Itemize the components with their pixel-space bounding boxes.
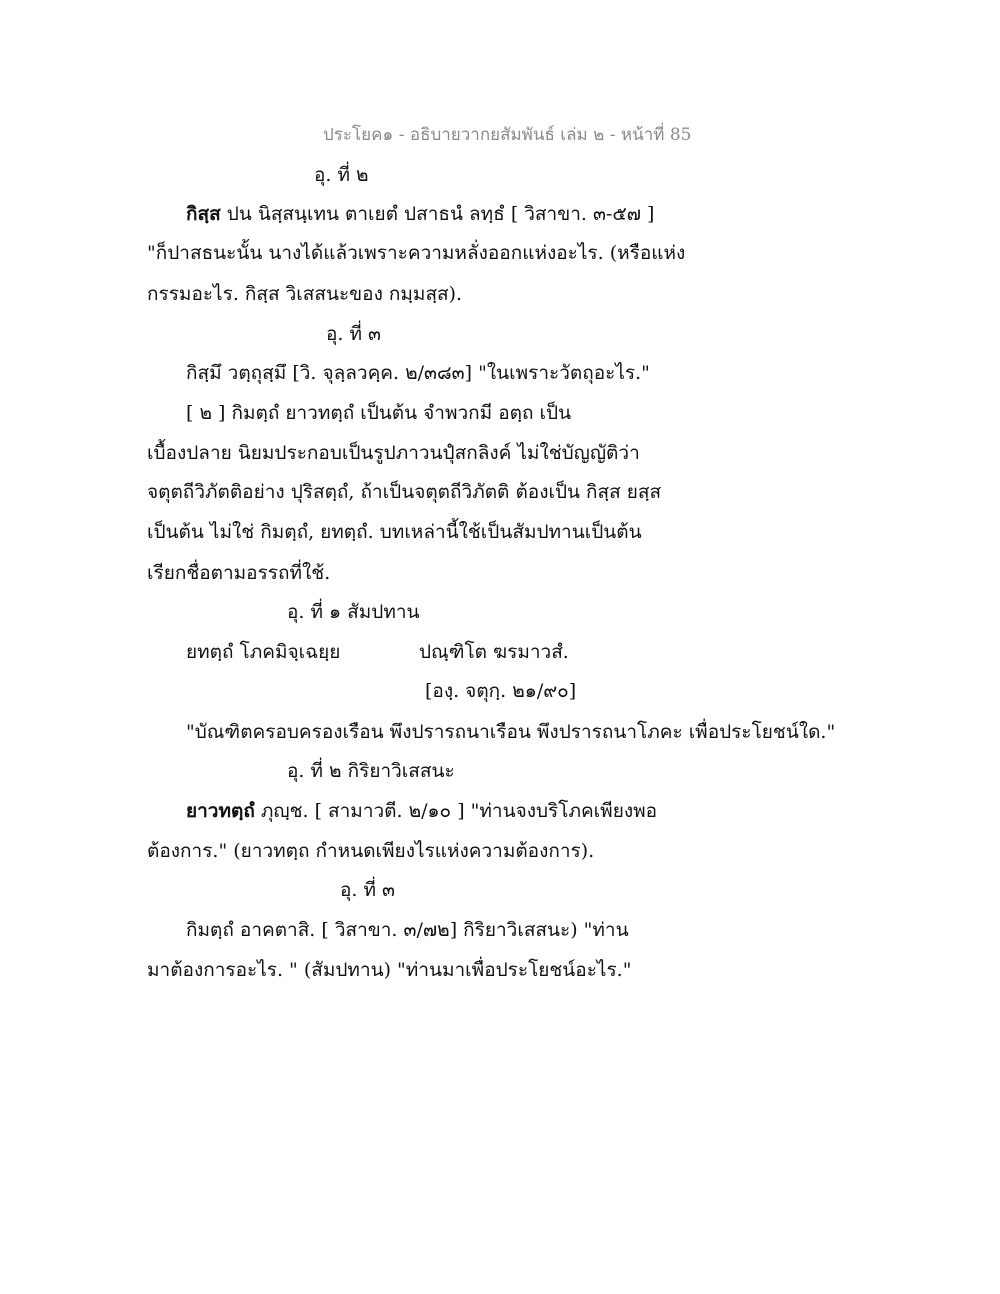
example-heading-3: อุ. ที่ ๓ xyxy=(340,879,396,901)
example-heading-2: อุ. ที่ ๒ xyxy=(314,164,369,186)
example-heading-2-adverb: อุ. ที่ ๒ กิริยาวิเสสนะ xyxy=(287,760,455,782)
paragraph-line: เรียกชื่อตามอรรถที่ใช้. xyxy=(147,562,331,584)
translation-line: มาต้องการอะไร. " (สัมปทาน) "ท่านมาเพื่อประโยชน์อะไร." xyxy=(147,959,632,981)
verse-reference: [องฺ. จตุกฺ. ๒๑/๙๐] xyxy=(425,680,577,702)
example-line xyxy=(186,201,654,227)
paragraph-line: [ ๒ ] กิมตฺถํ ยาวทตฺถํ เป็นต้น จำพวกมี อตฺถ เป็น xyxy=(186,402,572,424)
paragraph-line: จตุตถีวิภัตติอย่าง ปุริสตฺถํ, ถ้าเป็นจตุตถีวิภัตติ ต้องเป็น กิสฺส ยสฺส xyxy=(147,481,662,503)
example-line: กิสฺมึ วตฺถุสฺมึ [วิ. จุลฺลวคฺค. ๒/๓๘๓] "ในเพราะวัตถุอะไร." xyxy=(186,362,650,384)
example-line: กิมตฺถํ อาคตาสิ. [ วิสาขา. ๓/๗๒] กิริยาวิเสสนะ) "ท่าน xyxy=(186,919,629,941)
translation-line: "บัณฑิตครอบครองเรือน พึงปรารถนาเรือน พึงปรารถนาโภคะ เพื่อประโยชน์ใด." xyxy=(186,721,836,743)
paragraph-line: เป็นต้น ไม่ใช่ กิมตฺถํ, ยทตฺถํ. บทเหล่านี้ใช้เป็นสัมปทานเป็นต้น xyxy=(147,521,642,543)
verse-part-1: ยทตฺถํ โภคมิจฺเฉยฺย xyxy=(186,641,341,663)
example-line xyxy=(186,798,657,824)
bold-term: กิสฺส xyxy=(186,203,221,225)
example-heading-1-sampadana: อุ. ที่ ๑ สัมปทาน xyxy=(287,601,420,623)
paragraph-line: เบื้องปลาย นิยมประกอบเป็นรูปภาวนปุํสกลิงค์ ไม่ใช่บัญญัติว่า xyxy=(147,442,640,464)
translation-line: ต้องการ." (ยาวทตฺถ กำหนดเพียงไรแห่งความต้องการ). xyxy=(147,840,595,862)
line-text: ปน นิสฺสนฺเทน ตาเยตํ ปสาธนํ ลทฺธํ [ วิสาขา. ๓-๕๗ ] xyxy=(220,203,655,225)
bold-term: ยาวทตฺถํ xyxy=(186,800,255,822)
page-header: ประโยค๑ - อธิบายวากยสัมพันธ์ เล่ม ๒ - หน้าที่ 85 xyxy=(323,125,692,145)
translation-line: "ก็ปาสธนะนั้น นางได้แล้วเพราะความหลั่งออกแห่งอะไร. (หรือแห่ง xyxy=(147,242,686,264)
line-text: ภุญฺช. [ สามาวตี. ๒/๑๐ ] "ท่านจงบริโภคเพียงพอ xyxy=(254,800,658,822)
verse-part-2: ปณฺฑิโต ฆรมาวสํ. xyxy=(419,641,569,663)
example-heading-3: อุ. ที่ ๓ xyxy=(326,323,382,345)
translation-line: กรรมอะไร. กิสฺส วิเสสนะของ กมฺมสฺส). xyxy=(147,283,463,305)
